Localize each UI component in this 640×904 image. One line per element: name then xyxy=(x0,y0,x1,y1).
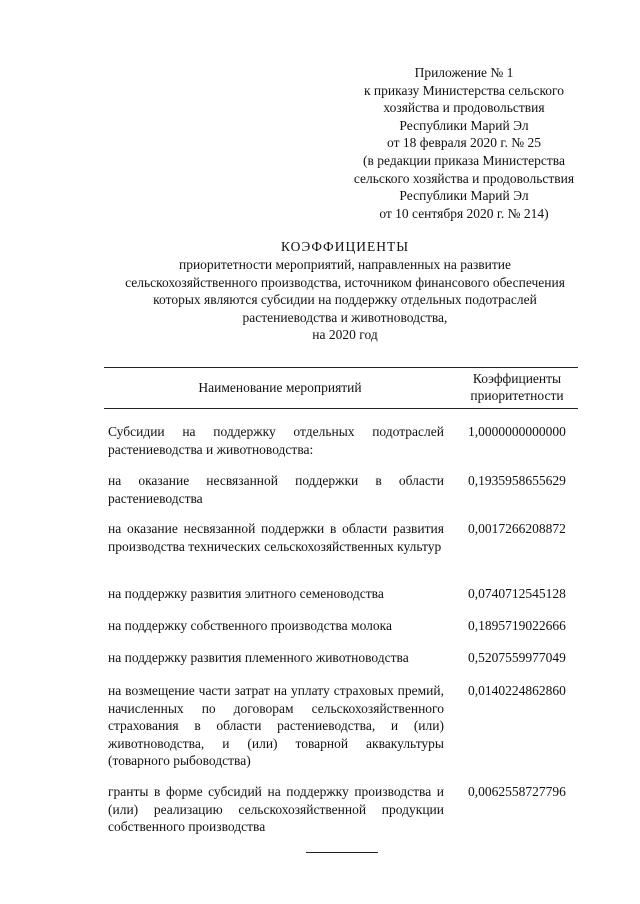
table-header-rule xyxy=(104,408,578,409)
title-line: на 2020 год xyxy=(312,327,378,343)
row-coef: 0,0017266208872 xyxy=(468,521,566,536)
row-name: на возмещение части затрат на уплату страховых премий, начисленных по договорам сельскохозяйственного страхования в области растениеводства, и (или) животноводства, и (или) товарной аквакультуры (товарного рыбоводства) xyxy=(108,683,444,769)
row-coef: 0,0062558727796 xyxy=(468,784,566,799)
row-coef: 0,0140224862860 xyxy=(468,683,566,698)
appendix-line: Приложение № 1 xyxy=(414,65,514,80)
header-coef-line: Коэффициенты xyxy=(472,371,562,386)
appendix-line: к приказу Министерства сельского xyxy=(363,82,565,98)
row-name: Субсидии на поддержку отдельных подотраслей растениеводства и животноводства: xyxy=(108,424,444,457)
appendix-line: Республики Марий Эл xyxy=(399,117,529,133)
document-title xyxy=(60,238,630,343)
title-heading: КОЭФФИЦИЕНТЫ xyxy=(281,239,409,254)
header-name-label: Наименование мероприятий xyxy=(198,379,362,395)
row-coef: 0,0740712545128 xyxy=(468,586,566,601)
appendix-line: от 10 сентября 2020 г. № 214) xyxy=(379,205,549,221)
appendix-line: сельского хозяйства и продовольствия xyxy=(353,170,575,186)
header-coef xyxy=(456,370,578,404)
header-name xyxy=(104,367,456,408)
title-line: растениеводства и животноводства, xyxy=(242,309,448,325)
appendix-note xyxy=(340,64,588,222)
row-name: на поддержку развития элитного семеноводства xyxy=(108,586,384,601)
appendix-line: от 18 февраля 2020 г. № 25 xyxy=(387,135,541,151)
row-name: на поддержку развития племенного животноводства xyxy=(108,650,409,665)
row-coef: 1,0000000000000 xyxy=(468,424,566,439)
appendix-line: (в редакции приказа Министерства xyxy=(363,152,565,168)
row-name: на поддержку собственного производства молока xyxy=(108,618,392,633)
header-coef-line: приоритетности xyxy=(470,388,564,403)
appendix-line: Республики Марий Эл xyxy=(399,188,529,204)
footer-separator-line xyxy=(306,852,378,853)
row-coef: 0,1895719022666 xyxy=(468,618,566,633)
row-name: на оказание несвязанной поддержки в области развития производства технических сельскохозяйственных культур xyxy=(108,521,444,554)
title-line: сельскохозяйственного производства, источником финансового обеспечения xyxy=(125,274,565,290)
appendix-line: хозяйства и продовольствия xyxy=(383,100,545,116)
title-line: приоритетности мероприятий, направленных на развитие xyxy=(178,257,511,273)
row-coef: 0,1935958655629 xyxy=(468,473,566,488)
row-name: на оказание несвязанной поддержки в области растениеводства xyxy=(108,473,444,506)
title-line: которых являются субсидии на поддержку отдельных подотраслей xyxy=(153,292,537,308)
row-name: гранты в форме субсидий на поддержку производства и (или) реализацию сельскохозяйственной продукции собственного производства xyxy=(108,784,444,835)
row-coef: 0,5207559977049 xyxy=(468,650,566,665)
